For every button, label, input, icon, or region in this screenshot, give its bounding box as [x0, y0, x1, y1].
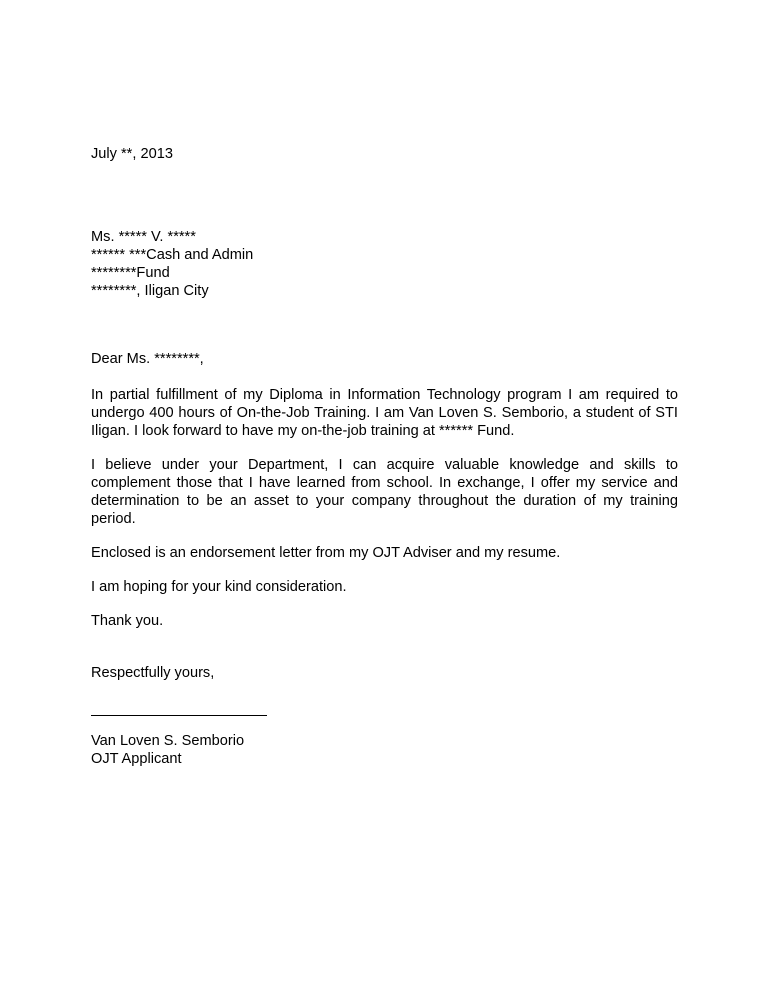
date-text: July **, 2013: [91, 146, 173, 162]
date: [91, 145, 678, 163]
recipient-line-3: ********Fund: [91, 265, 170, 281]
recipient-line-2: ****** ***Cash and Admin: [91, 247, 254, 263]
signer-title: OJT Applicant: [91, 751, 182, 767]
paragraph-3: Enclosed is an endorsement letter from my OJT Adviser and my resume.: [91, 545, 561, 561]
signer-name: Van Loven S. Semborio: [91, 733, 245, 749]
salutation: [91, 350, 678, 368]
signature-line: [91, 715, 267, 716]
closing: [91, 664, 678, 682]
recipient-name: Ms. ***** V. *****: [91, 229, 196, 245]
signature-block: [91, 732, 678, 768]
paragraph-4: I am hoping for your kind consideration.: [91, 579, 347, 595]
paragraph-1: In partial fulfillment of my Diploma in Information Technology program I am required to undergo 400 hours of On-the-Job Training. I am Van Loven S. Semborio, a student of STI Iligan. I look forward to have my on-the-job training at ****** Fund.: [91, 387, 678, 439]
salutation-text: Dear Ms. ********,: [91, 351, 204, 367]
closing-text: Respectfully yours,: [91, 665, 215, 681]
recipient-line-4: ********, Iligan City: [91, 283, 209, 299]
recipient-address: [91, 228, 678, 300]
paragraph-5: Thank you.: [91, 613, 164, 629]
paragraph-2: I believe under your Department, I can acquire valuable knowledge and skills to complement those that I have learned from school. In exchange, I offer my service and determination to be an asset to your company throughout the duration of my training period.: [91, 457, 678, 527]
